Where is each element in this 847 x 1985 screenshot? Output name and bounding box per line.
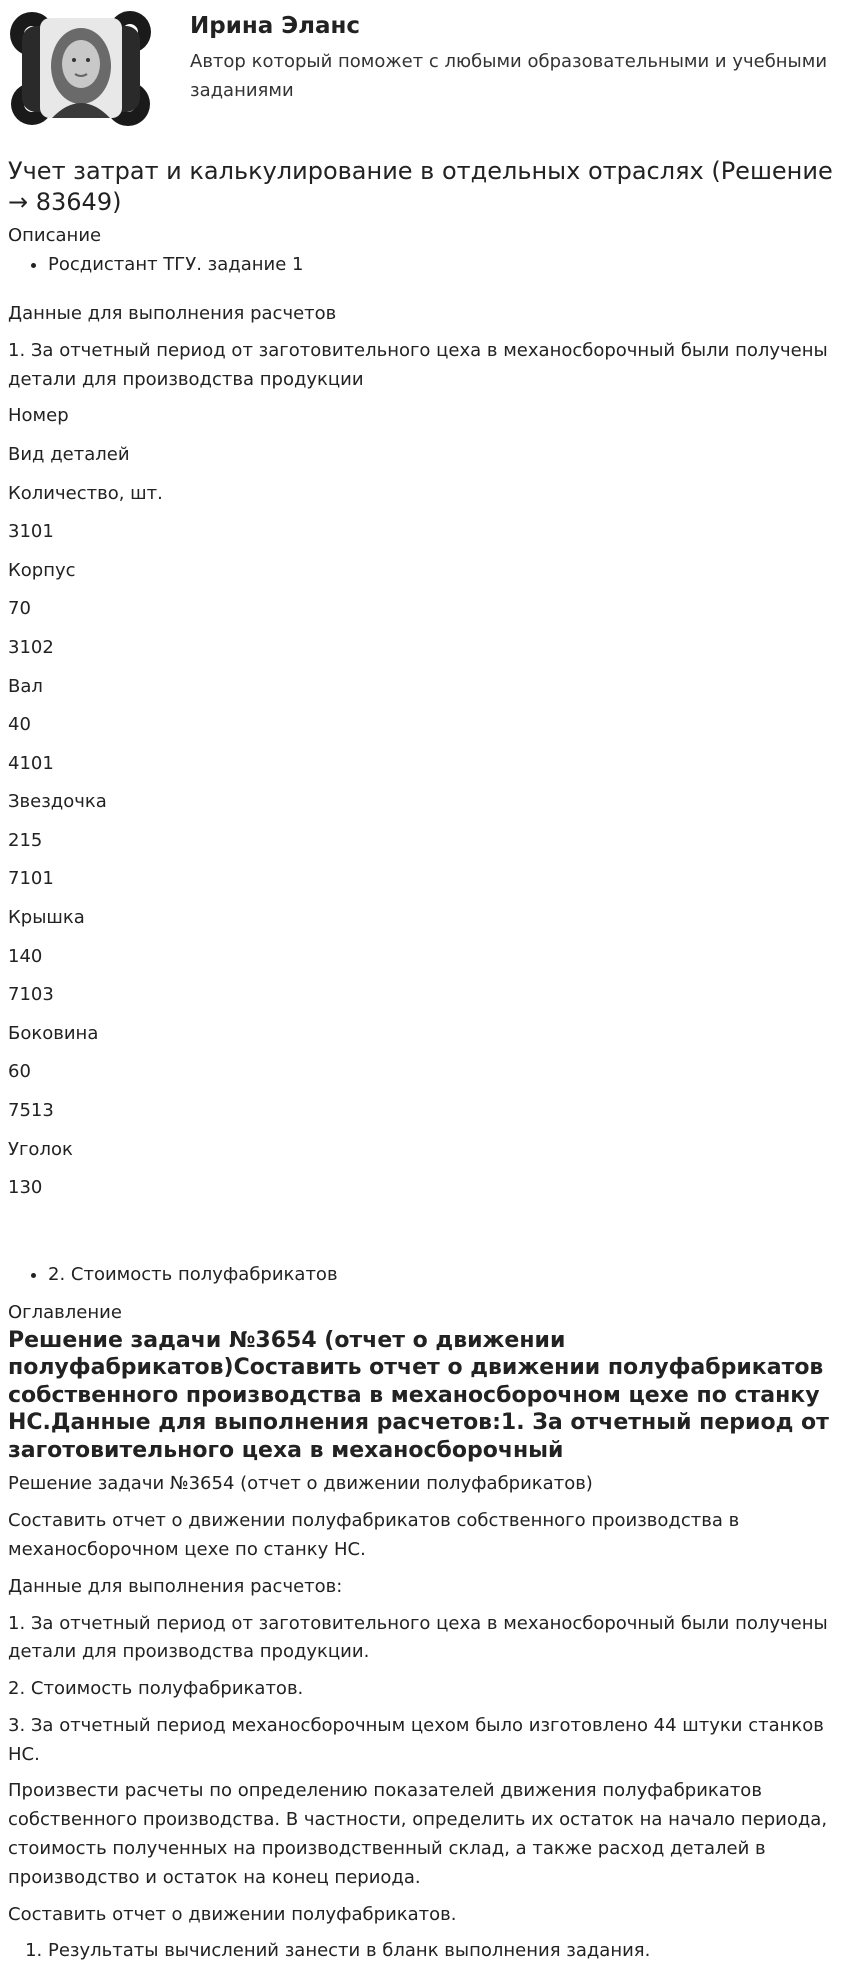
- table-cell-type: Уголок: [8, 1138, 73, 1160]
- table-cell-quantity: 70: [8, 598, 31, 620]
- table-cell-quantity: 60: [8, 1061, 31, 1083]
- data-heading: Данные для выполнения расчетов: [8, 302, 337, 324]
- table-cell-number: 4101: [8, 752, 54, 774]
- table-cell-type: Звездочка: [8, 791, 107, 813]
- paragraph: 1. За отчетный период от заготовительного цеха в механосборочный были получены детали для производства продукции.: [8, 1612, 828, 1663]
- table-cell-quantity: 130: [8, 1177, 43, 1199]
- table-cell-number: 3102: [8, 636, 54, 658]
- table-header-type: Вид деталей: [8, 443, 130, 465]
- paragraph: Составить отчет о движении полуфабрикатов собственного производства в механосборочном цехе по станку НС.: [8, 1510, 740, 1560]
- table-cell-number: 7103: [8, 984, 54, 1006]
- page-title: Учет затрат и калькулирование в отдельных отраслях (Решение → 83649): [8, 157, 833, 217]
- results-list: [8, 1937, 839, 1966]
- author-description: Автор который поможет с любыми образовательными и учебными заданиями: [190, 51, 828, 101]
- toc-label: Оглавление: [8, 1301, 122, 1323]
- table-cell-quantity: 40: [8, 714, 31, 736]
- list-item: • 2. Стоимость полуфабрикатов: [48, 1261, 839, 1290]
- paragraph: 3. За отчетный период механосборочным цехом было изготовлено 44 штуки станков НС.: [8, 1714, 824, 1765]
- author-avatar[interactable]: [8, 8, 154, 128]
- table-cell-type: Вал: [8, 675, 43, 697]
- table-cell-quantity: 140: [8, 945, 43, 967]
- item-1-text: 1. За отчетный период от заготовительного цеха в механосборочный были получены детали для производства продукции: [8, 339, 828, 390]
- table-cell-number: 7513: [8, 1100, 54, 1122]
- list-item: • Росдистант ТГУ. задание 1: [48, 251, 839, 280]
- paragraph: Составить отчет о движении полуфабрикатов.: [8, 1903, 457, 1925]
- author-header: [8, 8, 839, 148]
- table-cell-number: 7101: [8, 868, 54, 890]
- paragraph: 2. Стоимость полуфабрикатов.: [8, 1678, 304, 1700]
- table-cell-number: 3101: [8, 521, 54, 543]
- list-item: 1. Результаты вычислений занести в бланк выполнения задания.: [48, 1937, 839, 1966]
- table-header-quantity: Количество, шт.: [8, 482, 163, 504]
- secondary-list: [8, 1261, 839, 1290]
- table-cell-quantity: 215: [8, 829, 43, 851]
- paragraph: Данные для выполнения расчетов:: [8, 1575, 343, 1597]
- spacer: [8, 1213, 839, 1261]
- table-header-number: Номер: [8, 405, 69, 427]
- details-table: [8, 402, 839, 1212]
- table-cell-type: Крышка: [8, 907, 85, 929]
- paragraph: Решение задачи №3654 (отчет о движении полуфабрикатов): [8, 1473, 593, 1495]
- table-cell-type: Корпус: [8, 559, 76, 581]
- table-cell-type: Боковина: [8, 1022, 99, 1044]
- description-label: Описание: [8, 225, 102, 247]
- author-name[interactable]: Ирина Эланс: [190, 13, 361, 39]
- section-heading: Решение задачи №3654 (отчет о движении полуфабрикатов)Составить отчет о движении полуфабрикатов собственного производства в механосборочном цехе по станку НС.Данные для выполнения расчетов:1. За отчетный период от заготовительного цеха в механосборочный: [8, 1327, 829, 1463]
- paragraph: Произвести расчеты по определению показателей движения полуфабрикатов собственного производства. В частности, определить их остаток на начало периода, стоимость полученных на производственный склад, а также расход деталей в производство и остаток на конец периода.: [8, 1780, 828, 1888]
- author-info: [190, 8, 839, 106]
- description-list: [8, 251, 839, 280]
